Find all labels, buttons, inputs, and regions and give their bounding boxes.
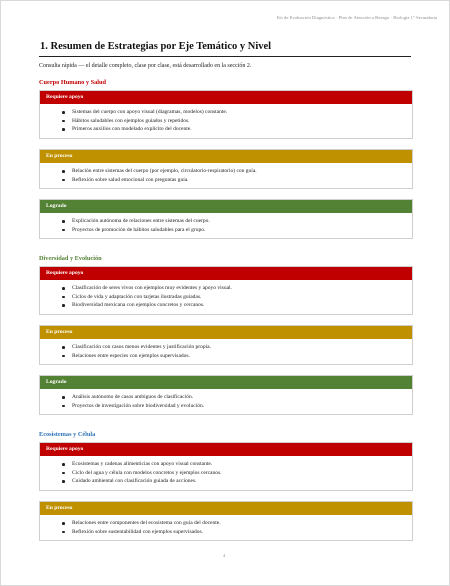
level-box-requiere-apoyo — [39, 266, 413, 315]
list-item: Primeros auxilios con modelado explícito del docente. — [40, 125, 412, 134]
list-item: Relaciones entre componentes del ecosistema con guía del docente. — [40, 519, 412, 528]
strategy-list — [40, 456, 412, 490]
level-label: En proceso — [40, 326, 412, 339]
list-item: Explicación autónoma de relaciones entre sistemas del cuerpo. — [40, 217, 412, 226]
section-heading-cuerpo: Cuerpo Humano y Salud — [39, 79, 107, 86]
strategy-list — [40, 515, 412, 540]
level-label: Logrado — [40, 200, 412, 213]
level-label: Logrado — [40, 376, 412, 389]
title-divider — [39, 56, 411, 57]
level-label: Requiere apoyo — [40, 267, 412, 280]
strategy-list — [40, 104, 412, 138]
level-box-logrado — [39, 199, 413, 239]
level-box-en-proceso — [39, 501, 413, 541]
strategy-list — [40, 163, 412, 188]
list-item: Ciclo del agua y célula con modelos concretos y ejemplos cercanos. — [40, 469, 412, 478]
list-item: Proyectos de promoción de hábitos saludables para el grupo. — [40, 226, 412, 235]
level-box-logrado — [39, 375, 413, 415]
list-item: Cuidado ambiental con clasificación guiada de acciones. — [40, 477, 412, 486]
strategy-list — [40, 389, 412, 414]
strategy-list — [40, 280, 412, 314]
strategy-list — [40, 213, 412, 238]
level-box-requiere-apoyo — [39, 90, 413, 139]
list-item: Ecosistemas y cadenas alimenticias con apoyo visual constante. — [40, 460, 412, 469]
strategy-list — [40, 339, 412, 364]
level-label: En proceso — [40, 502, 412, 515]
section-heading-diversidad: Diversidad y Evolución — [39, 255, 102, 262]
list-item: Biodiversidad mexicana con ejemplos concretos y cercanos. — [40, 301, 412, 310]
list-item: Reflexión sobre sustentabilidad con ejemplos supervisados. — [40, 528, 412, 537]
page-title: 1. Resumen de Estrategias por Eje Temático y Nivel — [40, 41, 272, 52]
level-label: Requiere apoyo — [40, 91, 412, 104]
running-header: Kit de Evaluación Diagnóstica · Plan de Atención a Rezago · Biología 1° Secundaria — [276, 15, 437, 20]
page-number: 4 — [223, 553, 226, 558]
list-item: Relación entre sistemas del cuerpo (por ejemplo, circulatorio-respiratorio) con guía. — [40, 167, 412, 176]
list-item: Proyectos de investigación sobre biodiversidad y evolución. — [40, 402, 412, 411]
list-item: Ciclos de vida y adaptación con tarjetas ilustradas guiadas. — [40, 293, 412, 302]
level-box-en-proceso — [39, 149, 413, 189]
level-box-requiere-apoyo — [39, 442, 413, 491]
intro-text: Consulta rápida — el detalle completo, clase por clase, está desarrollado en la sección 2. — [39, 63, 252, 69]
section-heading-ecosistemas: Ecosistemas y Célula — [39, 431, 96, 438]
level-box-en-proceso — [39, 325, 413, 365]
list-item: Análisis autónomo de casos ambiguos de clasificación. — [40, 393, 412, 402]
list-item: Sistemas del cuerpo con apoyo visual (diagramas, modelos) constante. — [40, 108, 412, 117]
level-label: En proceso — [40, 150, 412, 163]
list-item: Clasificación de seres vivos con ejemplos muy evidentes y apoyo visual. — [40, 284, 412, 293]
list-item: Hábitos saludables con ejemplos guiados y repetidos. — [40, 117, 412, 126]
list-item: Clasificación con casos menos evidentes y justificación propia. — [40, 343, 412, 352]
list-item: Relaciones entre especies con ejemplos supervisados. — [40, 352, 412, 361]
level-label: Requiere apoyo — [40, 443, 412, 456]
list-item: Reflexión sobre salud emocional con preguntas guía. — [40, 176, 412, 185]
